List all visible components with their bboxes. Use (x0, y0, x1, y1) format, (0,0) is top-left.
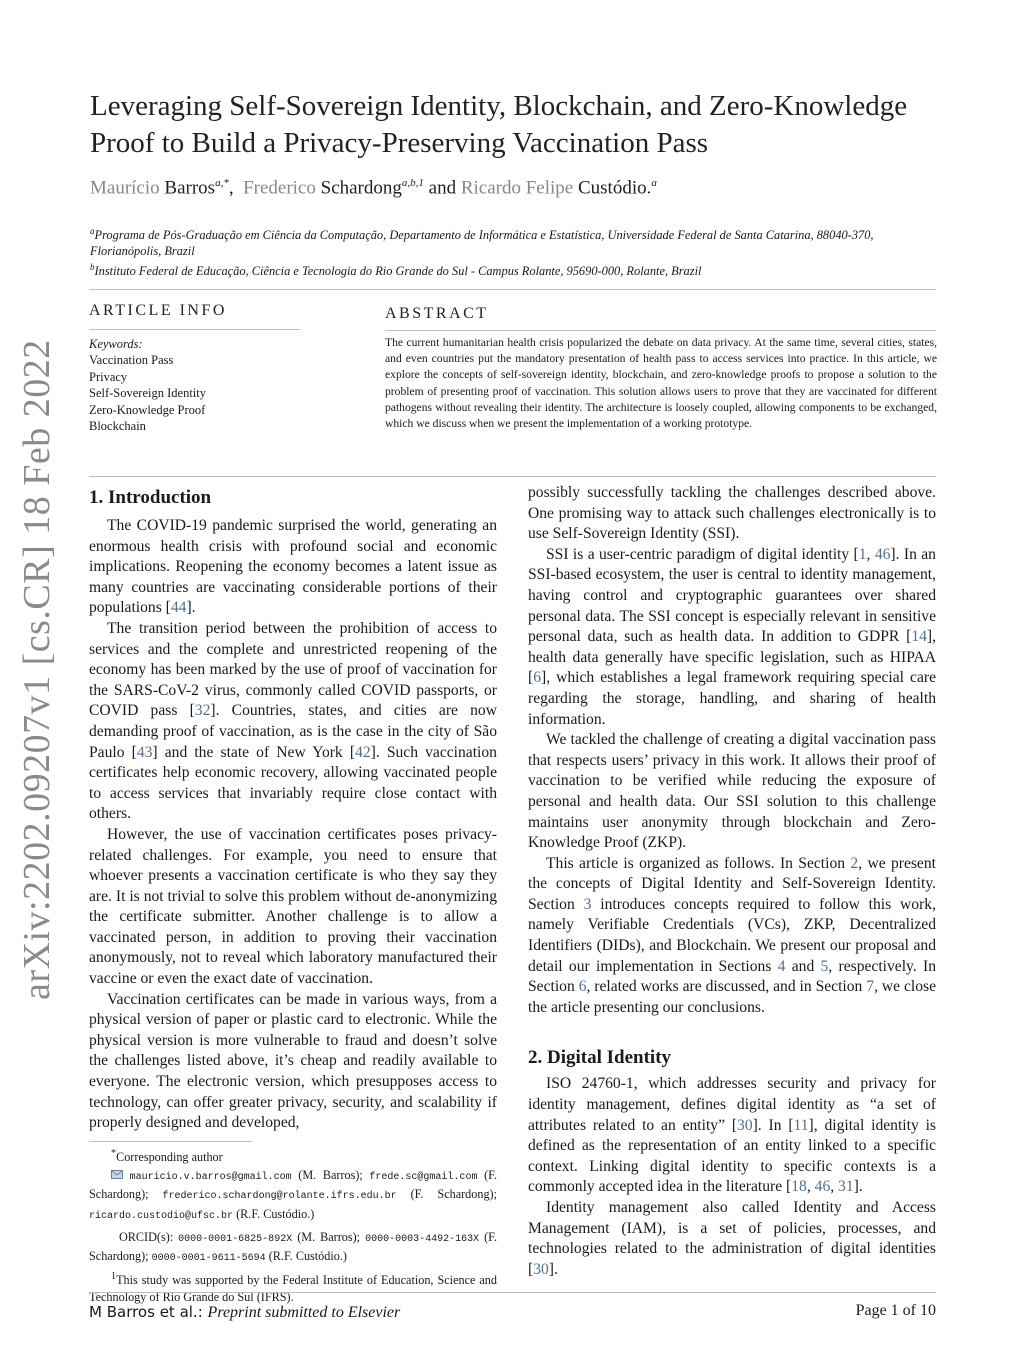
affiliation-a (90, 223, 940, 259)
citation-link[interactable]: 31 (838, 1178, 854, 1196)
footer-left (89, 1303, 400, 1322)
citation-link[interactable]: 46 (814, 1178, 831, 1196)
paragraph: The COVID-19 pandemic surprised the world, generating an enormous health crisis with profound social and economic implications. Reopening the economy becomes a latent issue as many countries are vaccinating considerable portions of their populations [44]. (89, 517, 497, 617)
keyword-item: Zero-Knowledge Proof (89, 402, 206, 417)
paragraph: We tackled the challenge of creating a digital vaccination pass that respects users’ privacy in this work. It allows their proof of vaccination to be verified while reducing the exposure of personal and health data. Our SSI solution to this challenge maintains user anonymity through blockchain and Zero-Knowledge Proof (ZKP). (528, 731, 936, 852)
keywords-label: Keywords (89, 337, 139, 351)
paragraph: This article is organized as follows. In Section 2, we present the concepts of Digital Identity and Self-Sovereign Identity. Section 3 introduces concepts required to follow this work, namely Verifiable Credentials (VCs), ZKP, Decentralized Identifiers (DIDs), and Blockchain. We present our proposal and detail our implementation in Sections 4 and 5, respectively. In Section 6, related works are discussed, and in Section 7, we close the article presenting our conclusions. (528, 854, 937, 1016)
citation-link[interactable]: 18 (791, 1178, 807, 1196)
arxiv-identifier-stamp: arXiv:2202.09207v1 [cs.CR] 18 Feb 2022 (16, 339, 58, 1000)
email-owner: (F. Schardong); (410, 1187, 498, 1202)
footnote-corresponding: Corresponding author (116, 1150, 223, 1165)
left-column (89, 486, 497, 1134)
author-superscript: a,* (215, 177, 229, 189)
section-heading-digital-identity: 2. Digital Identity (528, 1047, 672, 1069)
orcid-owner: (R.F. Custódio.) (268, 1249, 347, 1264)
email-link[interactable]: mauricio.v.barros@gmail.com (129, 1172, 292, 1184)
section-link[interactable]: 2 (850, 854, 859, 872)
author-last-name: Custódio. (577, 177, 652, 199)
email-owner: (F. Schardong); (89, 1168, 497, 1202)
body-divider (89, 476, 936, 477)
author-first-name[interactable]: Frederico (243, 177, 316, 199)
section-heading-introduction: 1. Introduction (89, 487, 212, 508)
citation-link[interactable]: 43 (136, 743, 153, 761)
section-link[interactable]: 3 (583, 895, 592, 913)
author-first-name[interactable]: Ricardo Felipe (460, 177, 574, 199)
affiliation-mark: b (90, 262, 95, 272)
orcid-link[interactable]: 0000-0003-4492-163X (365, 1233, 480, 1245)
affiliation-mark: a (90, 226, 95, 236)
email-link[interactable]: frede.sc@gmail.com (369, 1172, 478, 1184)
citation-link[interactable]: 6 (533, 669, 541, 687)
footer-author: M Barros et al.: (89, 1303, 203, 1321)
paragraph: possibly successfully tackling the challenges described above. One promising way to attack such challenges electronically is to use Self-Sovereign Identity (SSI). (528, 484, 936, 543)
paper-title: Leveraging Self-Sovereign Identity, Blockchain, and Zero-Knowledge Proof to Build a Privacy-Preserving Vaccination Pass (90, 90, 908, 159)
paragraph: However, the use of vaccination certificates poses privacy-related challenges. For example, you need to ensure that whoever presents a vaccination certificate is who they say they are. It is not trivial to solve this problem without de-anonymizing the certificate submitter. Another challenge is to allow a vaccinated person, in addition to proving their vaccination anonymously, not to reveal which laboratory manufactured their vaccine or even the exact date of vaccination. (89, 825, 497, 988)
email-link[interactable]: frederico.schardong@rolante.ifrs.edu.br (162, 1191, 397, 1203)
orcid-owner: (M. Barros); (297, 1229, 361, 1244)
affiliation-b (90, 259, 940, 279)
paragraph: Vaccination certificates can be made in various ways, from a physical version of paper or plastic card to electronic. While the physical version is more vulnerable to fraud and doesn’t solve the challenges listed above, it’s cheap and readily available to everyone. The electronic version, which presupposes access to technology, can offer greater privacy, security, and scalability if properly designed and developed, (89, 990, 497, 1132)
abstract-divider (385, 330, 936, 331)
section-link[interactable]: 6 (578, 978, 587, 996)
paragraph: ISO 24760-1, which addresses security and privacy for identity management, defines digital identity as “a set of attributes related to an entity” [30]. In [11], digital identity is defined as the representation of an entity linked to a specific context. Linking digital identity to specific contexts is a commonly accepted idea in the literature [18, 46, 31]. (528, 1075, 936, 1196)
author-list: Maurício Barros$^{a,*}$, Frederico Schardong$^{a,b,1}$ and Ricardo Felipe Custódio.$^a$ (90, 177, 657, 199)
citation-link[interactable]: 11 (793, 1116, 809, 1134)
author-first-name[interactable]: Maurício (90, 177, 160, 199)
section-link[interactable]: 4 (777, 957, 786, 975)
author-last-name: Schardong (320, 177, 402, 199)
abstract-text: The current humanitarian health crisis popularized the debate on data privacy. At the same time, several cities, states, and even countries put the mandatory presentation of health pass to access services into practice. In this article, we explore the concepts of self-sovereign identity, blockchain, and zero-knowledge proofs to propose a solution to the problem of presenting proof of vaccination. This solution allows users to prove that they are vaccinated for different pathogens without revealing their identity. The architecture is loosely coupled, allowing components to be exchanged, which we discuss when we present the implementation of a working prototype. (385, 336, 937, 431)
email-owner: (R.F. Custódio.) (236, 1206, 315, 1221)
keywords-block: Keywords: Vaccination Pass Privacy Self-Sovereign Identity Zero-Knowledge Proof Blockchain (89, 336, 309, 434)
citation-link[interactable]: 30 (737, 1116, 753, 1134)
paragraph: Identity management also called Identity and Access Management (IAM), is a set of policies, processes, and technologies related to the administration of digital identities [30]. (528, 1199, 936, 1278)
citation-link[interactable]: 42 (355, 743, 371, 761)
orcid-link[interactable]: 0000-0001-6825-892X (178, 1233, 293, 1245)
section-link[interactable]: 7 (866, 978, 875, 996)
footnote-funding: This study was supported by the Federal Institute of Education, Science and Technology of Rio Grande do Sul (IFRS). (89, 1273, 497, 1304)
keyword-item: Privacy (89, 369, 128, 384)
citation-link[interactable]: 32 (194, 702, 211, 720)
header-divider (89, 289, 936, 290)
keyword-item: Blockchain (89, 419, 146, 434)
paragraph: The transition period between the prohibition of access to services and the complete and unrestricted reopening of the economy has been marked by the use of proof of vaccination for the SARS-CoV-2 virus, commonly called COVID passports, or COVID pass [32]. Countries, states, and cities are now demanding proof of vaccination, as is the case in the city of São Paulo [43] and the state of New York [42]. Such vaccination certificates help economic recovery, allowing vaccinated people to access services that invariably require close contact with others. (89, 619, 497, 823)
page-number: Page 1 of 10 (855, 1302, 936, 1319)
footnote-divider (89, 1141, 252, 1142)
right-column (528, 483, 936, 1280)
email-link[interactable]: ricardo.custodio@ufsc.br (89, 1210, 234, 1222)
footer-divider (89, 1292, 936, 1293)
footnotes: *Corresponding author mauricio.v.barros@gmail.com (M. Barros); frede.sc@gmail.com (F. Schardong); frederico.schardong@rolante.ifrs.edu.br (F. Schardong); ricardo.custodio@ufsc.br (R.F. Custódio.) ORCID(s): 0000-0001-6825-892X (M. Barros); 0000-0003-4492-163X (F. Schardong); 0000-0001-9611-5694 (R.F. Custódio.) $^1$This study was supported by the Federal Institute of Education, Science and Technology of Rio Grande do Sul (IFRS). (89, 1148, 498, 1304)
orcid-link[interactable]: 0000-0001-9611-5694 (151, 1253, 266, 1265)
keyword-item: Self-Sovereign Identity (89, 386, 206, 401)
affiliation-text: Programa de Pós-Graduação em Ciência da Computação, Departamento de Informática e Estatística, Universidade Federal de Santa Catarina, 88040-370, Florianópolis, Brazil (90, 228, 874, 259)
citation-link[interactable]: 14 (911, 628, 927, 646)
envelope-icon (111, 1167, 123, 1176)
orcid-label: ORCID(s): (119, 1229, 174, 1244)
citation-link[interactable]: 1 (858, 545, 867, 563)
article-info-divider (89, 329, 300, 330)
footer-journal: Preprint submitted to Elsevier (207, 1304, 401, 1321)
citation-link[interactable]: 46 (874, 545, 891, 563)
citation-link[interactable]: 30 (533, 1260, 549, 1278)
authors-and: and (428, 177, 457, 199)
orcid-owner: (F. Schardong); (89, 1229, 498, 1264)
author-superscript: a,b,1 (401, 177, 424, 189)
paragraph: SSI is a user-centric paradigm of digital identity [1, 46]. In an SSI-based ecosystem, the user is central to identity management, having control and cryptographic guarantees over shared personal data. The SSI concept is especially relevant in sensitive personal data, such as health data. In addition to GDPR [14], health data generally have specific legislation, such as HIPAA [6], which establishes a legal framework requiring special care regarding the storage, handling, and sharing of health information. (528, 545, 936, 728)
section-link[interactable]: 5 (820, 957, 829, 975)
affiliation-text: Instituto Federal de Educação, Ciência e Tecnologia do Rio Grande do Sul - Campus Rolante, 95690-000, Rolante, Brazil (94, 264, 702, 279)
keyword-item: Vaccination Pass (89, 353, 174, 368)
author-last-name: Barros (164, 177, 216, 199)
article-info-heading: ARTICLE INFO (89, 302, 227, 319)
abstract-heading: ABSTRACT (385, 305, 489, 322)
email-owner: (M. Barros); (298, 1168, 363, 1183)
author-superscript: a (651, 177, 657, 189)
citation-link[interactable]: 44 (170, 599, 187, 617)
